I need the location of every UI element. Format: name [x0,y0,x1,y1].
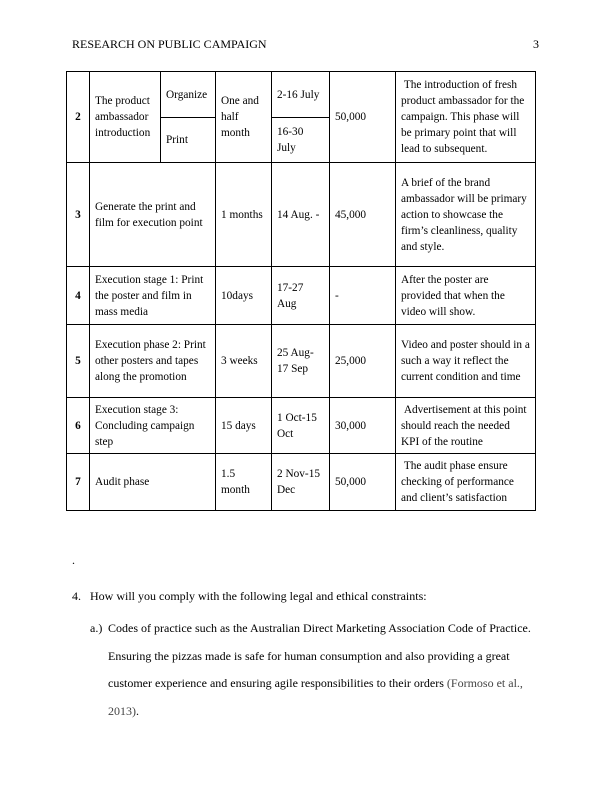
sub-activity-cell: Print [161,118,216,163]
date-cell: 2-16 July [272,72,330,118]
budget-cell: 50,000 [330,454,396,511]
remarks-cell: The audit phase ensure checking of performance and client’s satisfaction [396,454,536,511]
duration-cell: 3 weeks [216,325,272,398]
duration-cell: 15 days [216,398,272,454]
campaign-plan-table [66,71,536,511]
sub-item-text: Codes of practice such as the Australian Direct Marketing Association Code of Practice. Ensuring the pizzas made is safe for human consumption and also providing a great customer experience and ensuring agile responsibilities to their orders [108,621,531,690]
question-number: 4. [72,589,81,603]
sub-activity-cell: Organize [161,72,216,118]
row-number: 6 [67,398,90,454]
row-number: 5 [67,325,90,398]
remarks-cell: Advertisement at this point should reach the needed KPI of the routine [396,398,536,454]
remarks-cell: Video and poster should in a such a way it reflect the current condition and time [396,325,536,398]
question-text: How will you comply with the following legal and ethical constraints: [90,589,427,603]
row-number: 2 [67,72,90,163]
budget-cell: - [330,267,396,325]
sub-item-paragraph [108,615,542,725]
activity-cell: Generate the print and film for execution point [90,163,216,267]
citation: (Formoso et al., 2013) [108,676,523,718]
sub-item-end: . [136,703,139,718]
activity-cell: Execution phase 2: Print other posters and tapes along the promotion [90,325,216,398]
remarks-cell: The introduction of fresh product ambassador for the campaign. This phase will be primary point that will lead to subsequent. [396,72,536,163]
date-cell: 16-30 July [272,118,330,163]
date-cell: 1 Oct-15 Oct [272,398,330,454]
table-row [67,72,536,118]
budget-cell: 30,000 [330,398,396,454]
duration-cell: 1.5 month [216,454,272,511]
table-row [67,267,536,325]
budget-cell: 25,000 [330,325,396,398]
duration-cell: 10days [216,267,272,325]
table-row [67,163,536,267]
date-cell: 2 Nov-15 Dec [272,454,330,511]
remarks-cell: After the poster are provided that when the video will show. [396,267,536,325]
table-row [67,454,536,511]
date-cell: 17-27 Aug [272,267,330,325]
table-row [67,398,536,454]
row-number: 4 [67,267,90,325]
duration-cell: 1 months [216,163,272,267]
question-4 [72,589,427,604]
duration-cell: One and half month [216,72,272,163]
budget-cell: 45,000 [330,163,396,267]
activity-cell: Execution stage 1: Print the poster and film in mass media [90,267,216,325]
date-cell: 14 Aug. - [272,163,330,267]
row-number: 3 [67,163,90,267]
activity-cell: Audit phase [90,454,216,511]
running-header-title: RESEARCH ON PUBLIC CAMPAIGN [72,37,267,51]
page-number: 3 [533,37,539,51]
row-number: 7 [67,454,90,511]
activity-cell: The product ambassador introduction [90,72,161,163]
date-cell: 25 Aug-17 Sep [272,325,330,398]
table-row [67,325,536,398]
remarks-cell: A brief of the brand ambassador will be primary action to showcase the firm’s cleanliness, quality and style. [396,163,536,267]
stray-period: . [72,553,75,567]
sub-item-label: a.) [90,621,103,635]
sub-item-a [90,615,542,725]
budget-cell: 50,000 [330,72,396,163]
activity-cell: Execution stage 3: Concluding campaign step [90,398,216,454]
